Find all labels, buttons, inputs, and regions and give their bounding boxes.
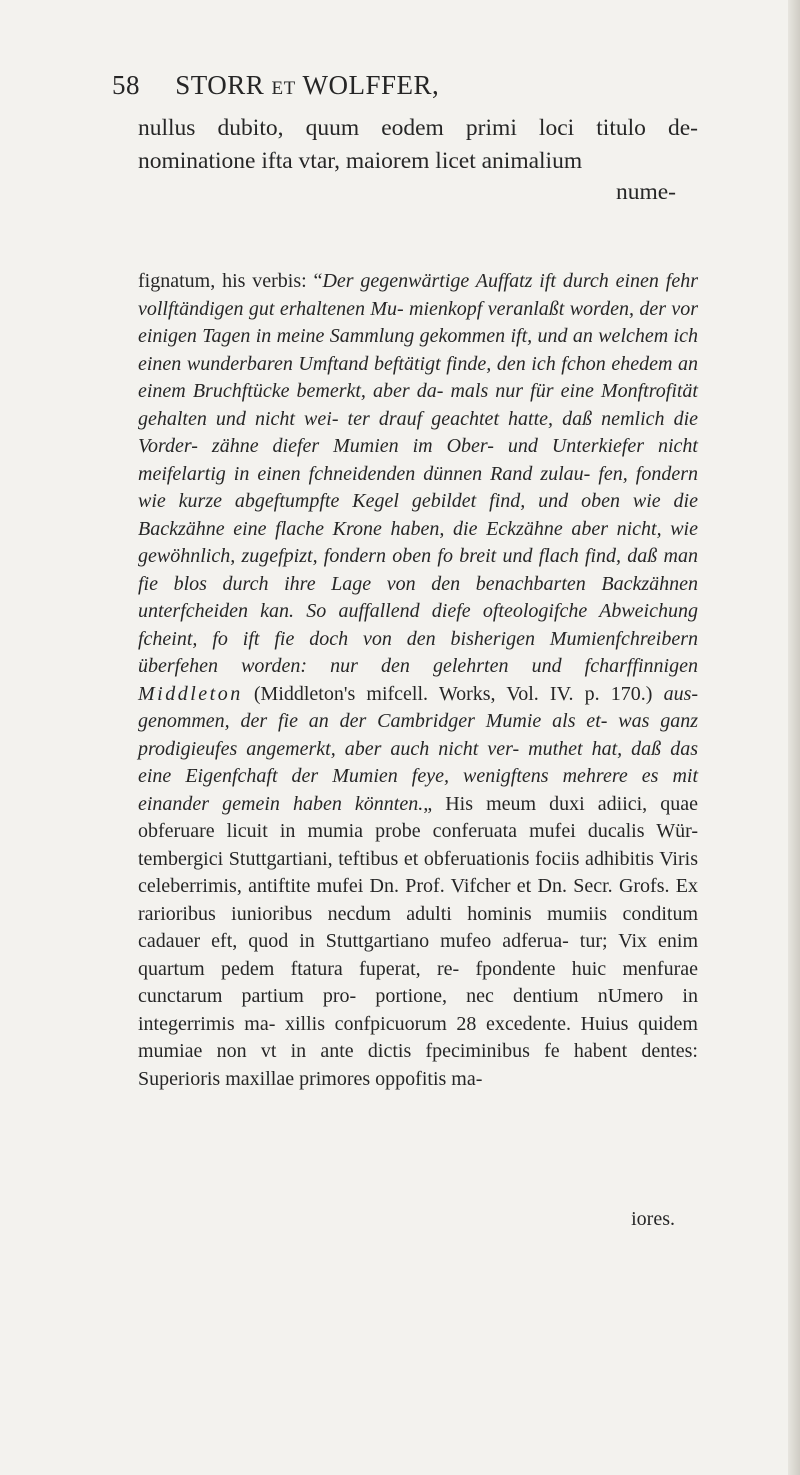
german-quote-1: Der gegenwärtige Auffatz ift durch einen fehr vollftändigen gut erhaltenen Mu- mienkopf veranlaßt worden, der vor einigen Tagen in meine Sammlung gekommen ift, und an welchem ich einen wunderbaren Umftand beftätigt finde, den ich fchon ehedem an einem Bruchftücke bemerkt, aber da- mals nur für eine Monftrofität gehalten und nicht wei- ter drauf geachtet hatte, daß nemlich die Vorder- zähne diefer Mumien im Ober- und Unterkiefer nicht meifelartig in einen fchneidenden dünnen Rand zulau- fen, fondern wie kurze abgeftumpfte Kegel gebildet find, und oben wie die Backzähne eine flache Krone haben, die Eckzähne aber nicht, wie gewöhnlich, zugefpizt, fondern oben fo breit und flach find, daß man fie blos durch ihre Lage von den benachbarten Backzähnen unterfcheiden kan. So auffallend diefe ofteologifche Abweichung fcheint, fo ift fie doch von den bisherigen Mumienfchreibern überfehen worden: nur den gelehrten und fcharffinnigen (138, 270, 698, 677)
citation: (Middleton's mifcell. Works, Vol. IV. p. 170.) (253, 682, 653, 705)
quote-close: „ (423, 792, 433, 815)
catchword-bottom: iores. (631, 1208, 675, 1230)
page-edge (788, 0, 800, 1475)
running-title-et: ET (271, 78, 296, 99)
top-paragraph: nullus dubito, quum eodem primi loci titulo de- nominatione ifta vtar, maiorem licet animalium (138, 115, 698, 174)
page-number: 58 (112, 70, 140, 100)
catchword-top: nume- (615, 179, 676, 205)
main-text (138, 268, 698, 1093)
intro-text: fignatum, his verbis: “ (138, 270, 323, 292)
body-paragraph (138, 268, 698, 1093)
german-quote-2: aus- genommen, der fie an der Cambridger Mumie als et- was ganz prodigieufes angemerkt, aber auch nicht ver- muthet hat, daß das eine Eigenfchaft der Mumien feye, wenigftens mehrere es mit einander gemein haben könnten. (138, 682, 699, 815)
running-header (112, 70, 672, 101)
latin-text: His meum duxi adiici, quae obferuare licuit in mumia probe conferuata mufei ducalis Wür- tembergici Stuttgartiani, teftibus et obferuationis fociis adhibitis Viris celeberrimis, antiftite mufei Dn. Prof. Vifcher et Dn. Secr. Grofs. Ex rarioribus iunioribus necdum adulti hominis mumiis conditum cadauer eft, quod in Stuttgartiano mufeo adferua- tur; Vix enim quartum pedem ftatura fuperat, re- fpondente huic menfurae cunctarum partium pro- portione, nec dentium nUmero in integerrimis ma- xillis confpicuorum 28 excedente. Huius quidem mumiae non vt in ante dictis fpeciminibus fe habent dentes: Superioris maxillae primores oppofitis ma- (138, 792, 698, 1090)
running-title-a: STORR (175, 70, 265, 100)
author-name: Middleton (138, 682, 243, 705)
running-title-b: WOLFFER, (302, 70, 440, 100)
